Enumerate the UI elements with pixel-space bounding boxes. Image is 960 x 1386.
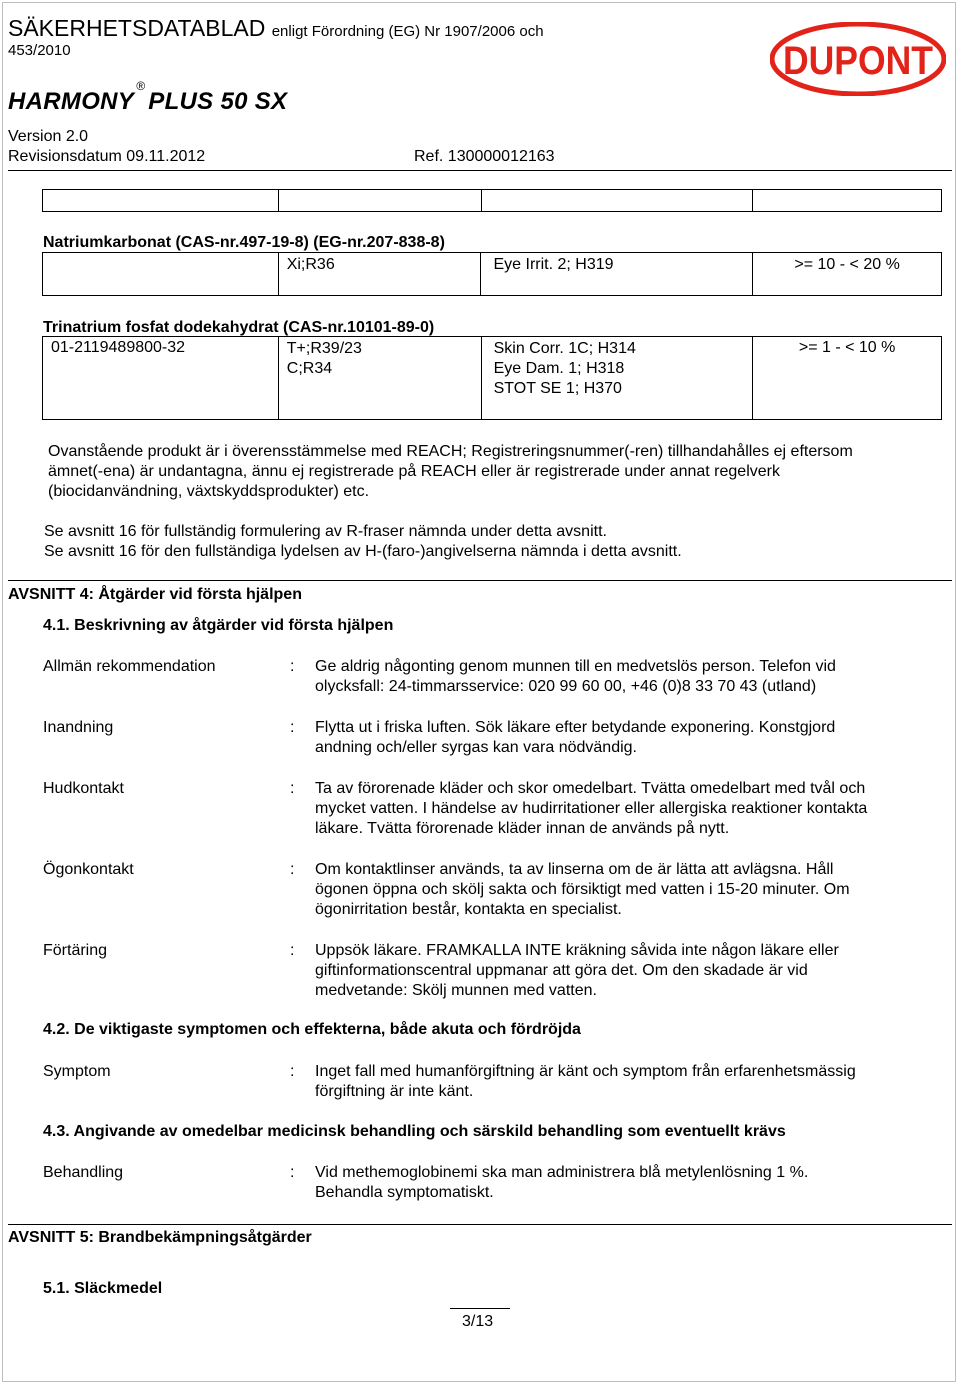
value-line: andning och/eller syrgas kan vara nödvändig. <box>315 739 637 756</box>
colon: : <box>290 719 295 736</box>
value-line: läkare. Tvätta förorenade kläder innan de används på nytt. <box>315 820 730 837</box>
section-rule <box>8 580 952 581</box>
first-aid-label: Förtäring <box>43 942 108 959</box>
r-phrase: T+;R39/23 <box>286 340 362 357</box>
colon: : <box>290 780 295 797</box>
value-line: Ge aldrig någonting genom munnen till en medvetslös person. Telefon vid <box>315 658 836 675</box>
treatment-label: Behandling <box>43 1164 124 1181</box>
value-line: Flytta ut i friska luften. Sök läkare efter betydande exponering. Konstgjord <box>315 719 836 736</box>
value-line: Inget fall med humanförgiftning är känt och symptom från erfarenhetsmässig <box>315 1063 856 1080</box>
colon: : <box>290 861 295 878</box>
dupont-logo <box>770 22 946 96</box>
table-cell <box>481 190 753 212</box>
r-phrase: Xi;R36 <box>286 256 335 273</box>
reach-note-line: (biocidanvändning, växtskyddsprodukter) etc. <box>48 483 370 500</box>
first-aid-label: Ögonkontakt <box>43 861 134 878</box>
reach-note-line: ämnet(-ena) är undantagna, ännu ej registrerade på REACH eller är registrerade under annat regelverk <box>48 463 780 480</box>
product-brand: HARMONY <box>8 88 135 115</box>
table-cell <box>43 190 279 212</box>
reach-note-line: Ovanstående produkt är i överensstämmelse med REACH; Registreringsnummer(-ren) tillhandahålles ej eftersom <box>48 443 853 460</box>
subsection-4-3-title: 4.3. Angivande av omedelbar medicinsk behandling och särskild behandling som eventuellt krävs <box>43 1123 786 1140</box>
first-aid-label: Hudkontakt <box>43 780 124 797</box>
h-phrase: Skin Corr. 1C; H314 <box>493 340 636 357</box>
value-line: Ta av förorenade kläder och skor omedelbart. Tvätta omedelbart med tvål och <box>315 780 866 797</box>
page-number: 3/13 <box>462 1313 494 1330</box>
value-line: Uppsök läkare. FRAMKALLA INTE kräkning såvida inte någon läkare eller <box>315 942 839 959</box>
colon: : <box>290 1063 295 1080</box>
substance-title: Trinatrium fosfat dodekahydrat (CAS-nr.10101-89-0) <box>43 319 435 336</box>
see-section-16-h: Se avsnitt 16 för den fullständiga lydelsen av H-(faro-)angivelserna nämnda i detta avsnitt. <box>44 543 682 560</box>
footer-rule <box>450 1308 510 1309</box>
subsection-4-2-title: 4.2. De viktigaste symptomen och effekterna, både akuta och fördröjda <box>43 1021 581 1038</box>
registered-mark: ® <box>136 79 146 93</box>
value-line: mycket vatten. I händelse av hudirritationer eller allergiska reaktioner kontakta <box>315 800 868 817</box>
first-aid-label: Inandning <box>43 719 114 736</box>
subsection-5-1-title: 5.1. Släckmedel <box>43 1280 163 1297</box>
product-name <box>8 79 288 116</box>
table-fragment <box>42 189 942 212</box>
table-cell <box>753 190 942 212</box>
first-aid-value <box>315 718 935 758</box>
value-line: förgiftning är inte känt. <box>315 1083 474 1100</box>
section-4-title: AVSNITT 4: Åtgärder vid första hjälpen <box>8 586 302 603</box>
table-cell <box>278 190 481 212</box>
substance-title: Natriumkarbonat (CAS-nr.497-19-8) (EG-nr.207-838-8) <box>43 234 445 251</box>
h-phrase: STOT SE 1; H370 <box>493 380 622 397</box>
document-title <box>8 14 544 46</box>
value-line: ögonirritation består, kontakta en specialist. <box>315 901 622 918</box>
reference-number: Ref. 130000012163 <box>414 148 555 165</box>
r-phrase-cell <box>278 253 481 296</box>
value-line: Vid methemoglobinemi ska man administrera blå metylenlösning 1 %. <box>315 1164 809 1181</box>
reg-number-cell <box>43 253 279 296</box>
regulation-text: enligt Förordning (EG) Nr 1907/2006 och <box>271 23 544 40</box>
header-rule <box>8 170 952 171</box>
colon: : <box>290 1164 295 1181</box>
version: Version 2.0 <box>8 128 89 145</box>
h-phrase-cell <box>481 253 753 296</box>
h-phrase: Eye Irrit. 2; H319 <box>493 256 614 273</box>
r-phrase-cell <box>278 337 481 420</box>
value-line: olycksfall: 24-timmarsservice: 020 99 60 00, +46 (0)8 33 70 43 (utland) <box>315 678 817 695</box>
revision-date: Revisionsdatum 09.11.2012 <box>8 148 206 165</box>
sds-title: SÄKERHETSDATABLAD <box>8 15 266 41</box>
value-line: giftinformationscentral uppmanar att göra det. Om den skadade är vid <box>315 962 808 979</box>
h-phrase-cell <box>481 337 753 420</box>
value-line: medvetande: Skölj munnen med vatten. <box>315 982 597 999</box>
colon: : <box>290 658 295 675</box>
section-rule <box>8 1224 952 1225</box>
symptom-value <box>315 1062 935 1102</box>
subsection-4-1-title: 4.1. Beskrivning av åtgärder vid första hjälpen <box>43 617 394 634</box>
reg-number-cell: 01-2119489800-32 <box>43 337 279 420</box>
first-aid-label: Allmän rekommendation <box>43 658 216 675</box>
first-aid-value <box>315 779 935 839</box>
r-phrase: C;R34 <box>286 360 333 377</box>
substance-table <box>42 336 942 420</box>
value-line: ögonen öppna och skölj sakta och försiktigt med vatten i 15-20 minuter. Om <box>315 881 850 898</box>
first-aid-value <box>315 657 935 697</box>
symptom-label: Symptom <box>43 1063 111 1080</box>
colon: : <box>290 942 295 959</box>
first-aid-value <box>315 941 935 1001</box>
concentration-cell: >= 1 - < 10 % <box>753 337 942 420</box>
value-line: Behandla symptomatiskt. <box>315 1184 494 1201</box>
see-section-16-r: Se avsnitt 16 för fullständig formulering av R-fraser nämnda under detta avsnitt. <box>44 523 607 540</box>
section-5-title: AVSNITT 5: Brandbekämpningsåtgärder <box>8 1229 312 1246</box>
concentration-cell: >= 10 - < 20 % <box>753 253 942 296</box>
product-suffix: PLUS 50 SX <box>148 88 288 115</box>
treatment-value <box>315 1163 935 1203</box>
logo-text: DUPONT <box>783 39 933 83</box>
substance-table <box>42 252 942 296</box>
h-phrase: Eye Dam. 1; H318 <box>493 360 625 377</box>
value-line: Om kontaktlinser används, ta av linserna om de är lätta att avlägsna. Håll <box>315 861 834 878</box>
first-aid-value <box>315 860 935 920</box>
regulation-text-2: 453/2010 <box>8 42 71 59</box>
